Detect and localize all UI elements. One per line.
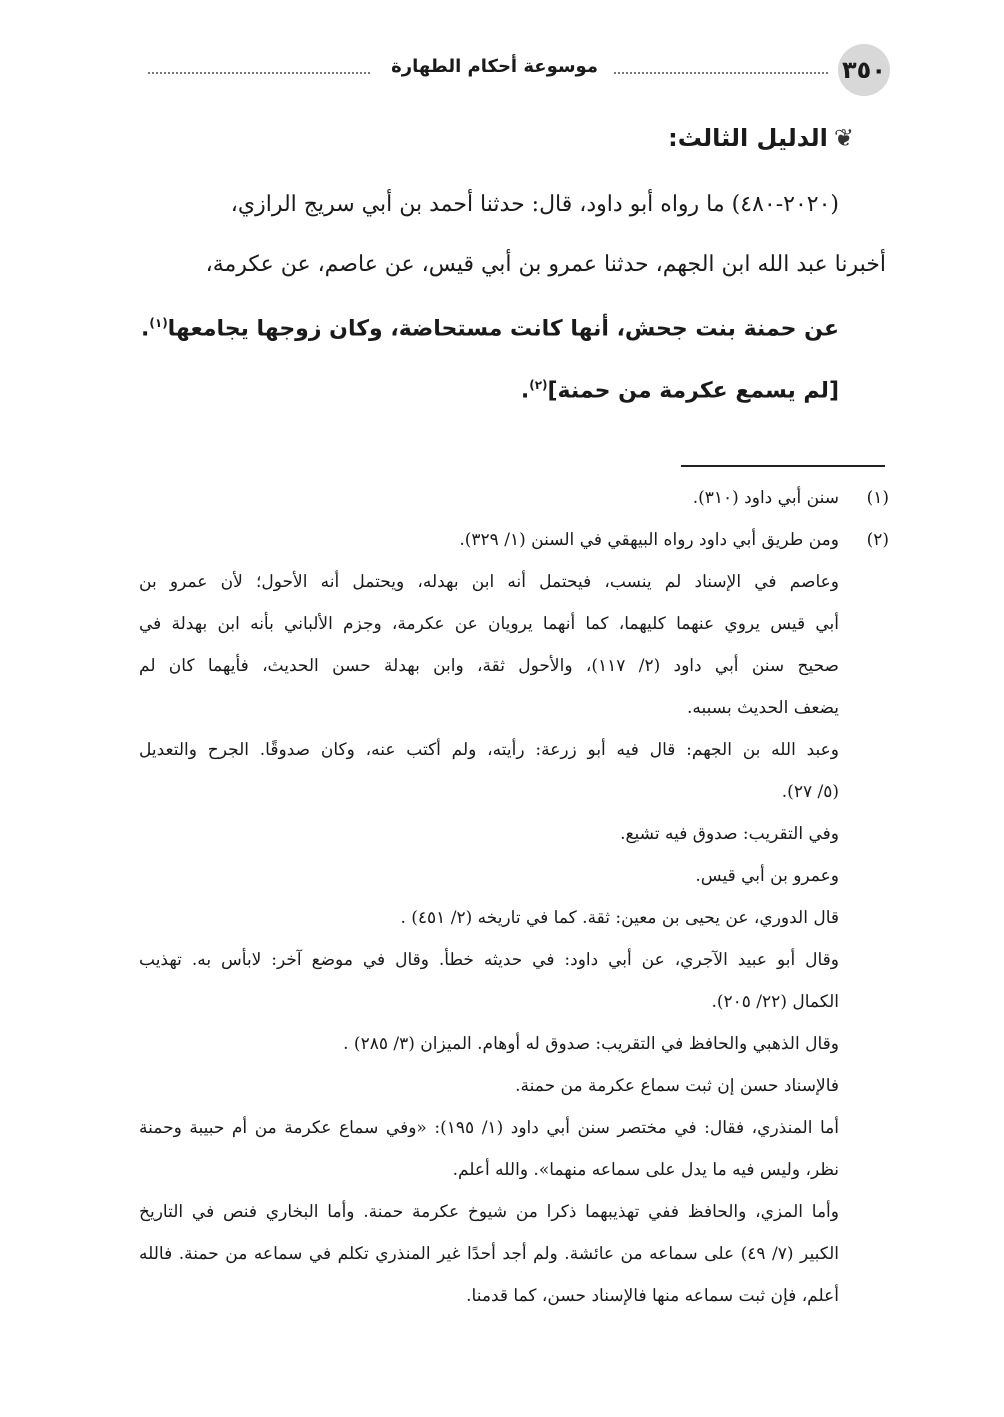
hadith-text: عن حمنة بنت جحش، أنها كانت مستحاضة، وكان زوجها يجامعها	[167, 316, 839, 342]
footnote-line: نظر، وليس فيه ما يدل على سماعه منهما». والله أعلم.	[452, 1160, 839, 1180]
footnote-line: أعلم، فإن ثبت سماعه منها فالإسناد حسن، كما قدمنا.	[466, 1286, 839, 1306]
footnote-line: وقال أبو عبيد الآجري، عن أبي داود: في حديثه خطأ. وقال في موضع آخر: لابأس به. تهذيب	[139, 950, 839, 970]
footnote-ref-1[interactable]: (١)	[149, 316, 168, 330]
footnote-1: سنن أبي داود (٣١٠).	[692, 488, 839, 508]
footnote-2: ومن طريق أبي داود رواه البيهقي في السنن (١/ ٣٢٩).	[459, 530, 839, 550]
book-title: موسوعة أحكام الطهارة	[391, 56, 598, 77]
footnote-line: الكمال (٢٢/ ٢٠٥).	[711, 992, 839, 1012]
footnote-line: صحيح سنن أبي داود (٢/ ١١٧)، والأحول ثقة، وابن بهدلة حسن الحديث، فأيهما كان لم	[139, 656, 839, 676]
footnote-line: أبي قيس يروي عنهما كليهما، كما أنهما يرويان عن عكرمة، وجزم الألباني بأنه ابن بهدلة في	[139, 614, 839, 634]
section-heading	[668, 124, 854, 152]
section-heading-text: الدليل الثالث:	[668, 124, 828, 152]
footnote-line: فالإسناد حسن إن ثبت سماع عكرمة من حمنة.	[515, 1076, 839, 1096]
footnote-line: وعمرو بن أبي قيس.	[695, 866, 839, 886]
footnote-ref-2[interactable]: (٢)	[529, 378, 548, 392]
header-dotted-rule-left	[148, 72, 370, 74]
body-line-2: أخبرنا عبد الله ابن الجهم، حدثنا عمرو بن أبي قيس، عن عاصم، عن عكرمة،	[205, 252, 886, 277]
footnote-mark-2: (٢)	[866, 530, 889, 550]
footnote-line: وعاصم في الإسناد لم ينسب، فيحتمل أنه ابن بهدله، ويحتمل أنه الأحول؛ لأن عمرو بن	[139, 572, 839, 592]
body-line-3	[141, 316, 839, 341]
footnote-line: يضعف الحديث بسببه.	[687, 698, 839, 718]
footnote-line: وعبد الله بن الجهم: قال فيه أبو زرعة: رأيته، ولم أكتب عنه، وكان صدوقًا. الجرح والتعديل	[139, 740, 839, 760]
body-line-4	[521, 378, 839, 403]
footnote-line: الكبير (٧/ ٤٩) على سماعه من عائشة. ولم أجد أحدًا غير المنذري تكلم في سماعه من حمنة. فالله	[139, 1244, 839, 1264]
body-line-1: (٢٠٢٠-٤٨٠) ما رواه أبو داود، قال: حدثنا أحمد بن أبي سريج الرازي،	[230, 192, 839, 217]
line-end-punct: .	[141, 316, 150, 342]
footnote-line: أما المنذري، فقال: في مختصر سنن أبي داود (١/ ١٩٥): «وفي سماع عكرمة من أم حبيبة وحمنة	[139, 1118, 839, 1138]
header-dotted-rule-right	[614, 72, 828, 74]
footnote-line: (٥/ ٢٧).	[781, 782, 839, 802]
footnote-line: وأما المزي، والحافظ ففي تهذيبهما ذكرا من شيوخ عكرمة حمنة. وأما البخاري فنص في التاريخ	[139, 1202, 839, 1222]
ruling-text: [لم يسمع عكرمة من حمنة]	[547, 378, 839, 404]
line-end-punct: .	[520, 378, 530, 404]
footnote-line: وقال الذهبي والحافظ في التقريب: صدوق له أوهام. الميزان (٣/ ٢٨٥) .	[343, 1034, 839, 1054]
page-header	[140, 42, 890, 98]
footnote-line: قال الدوري، عن يحيى بن معين: ثقة. كما في تاريخه (٢/ ٤٥١) .	[400, 908, 839, 928]
footnote-separator	[681, 465, 885, 467]
footnote-line: وفي التقريب: صدوق فيه تشيع.	[620, 824, 839, 844]
footnote-mark-1: (١)	[866, 488, 889, 508]
page-number: ٣٥٠	[838, 44, 890, 96]
leaf-bullet-icon: ❦	[833, 124, 854, 152]
